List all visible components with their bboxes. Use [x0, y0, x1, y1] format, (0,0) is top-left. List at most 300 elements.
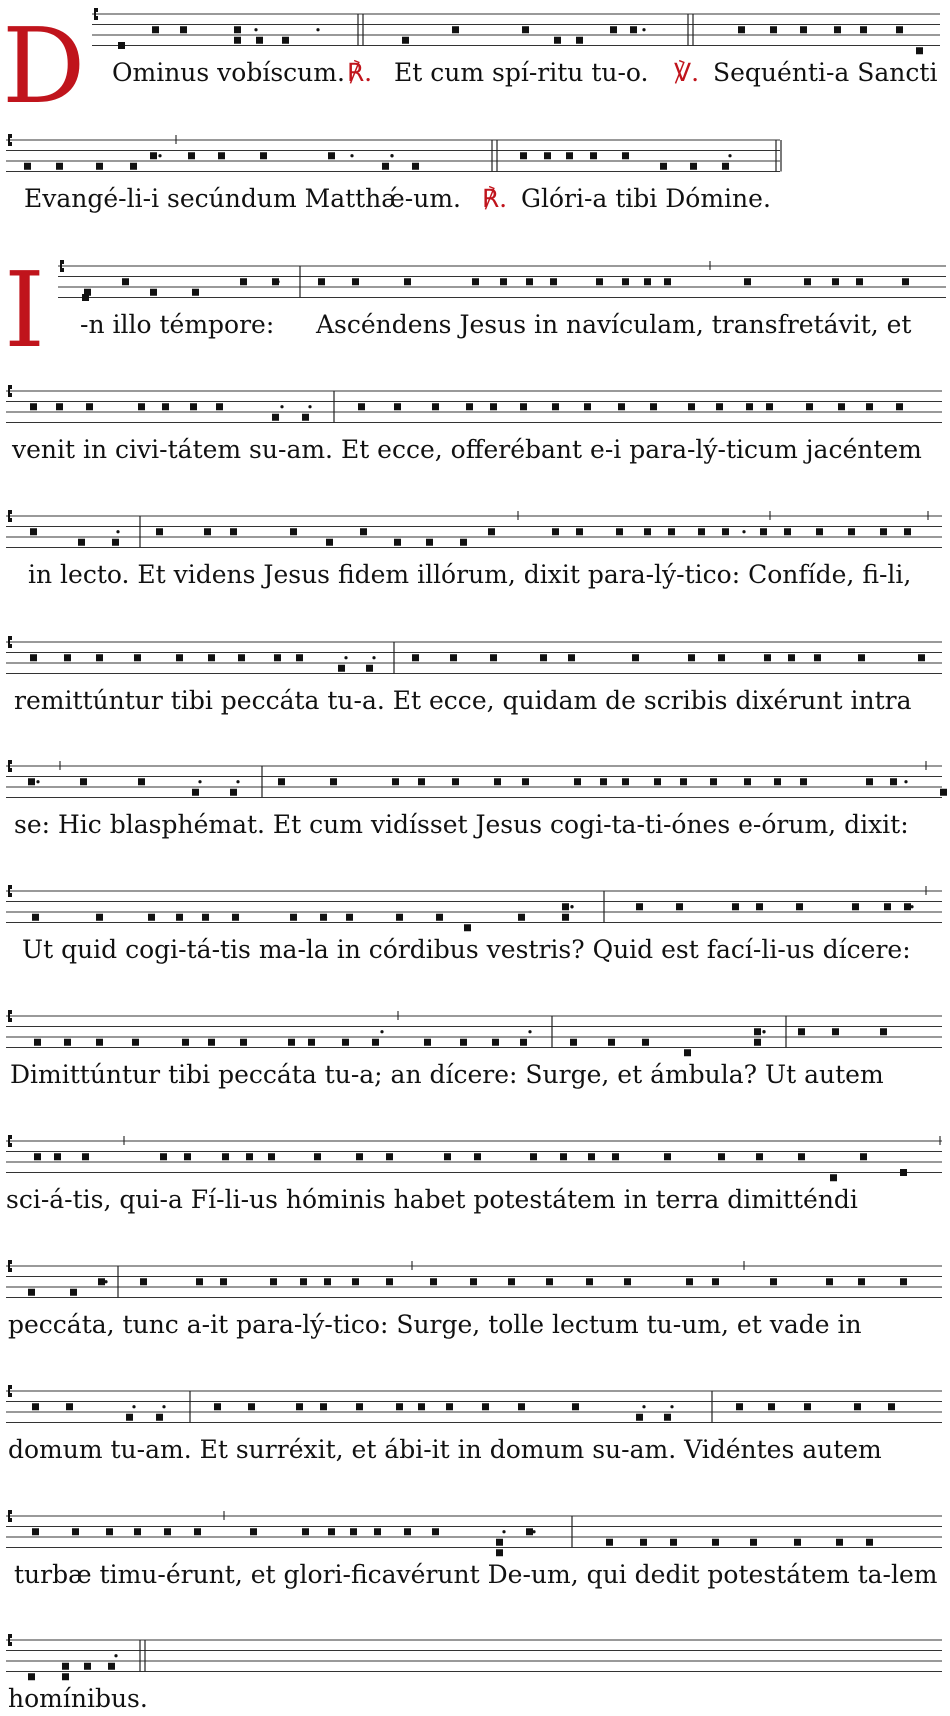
- neume-note: [622, 278, 629, 285]
- neume-note: [296, 654, 303, 661]
- staff-1: [0, 0, 950, 60]
- neume-note: [282, 37, 289, 44]
- mora-dot: [670, 1405, 673, 1408]
- staff-13: [0, 1502, 950, 1562]
- neume-note: [596, 278, 603, 285]
- neume-note: [710, 778, 717, 785]
- neume-note: [574, 778, 581, 785]
- neume-note: [86, 403, 93, 410]
- mora-dot: [198, 780, 201, 783]
- staff-8: [0, 877, 950, 937]
- neume-note: [858, 1278, 865, 1285]
- staff-11: [0, 1252, 950, 1312]
- neume-note: [356, 1153, 363, 1160]
- neume-note: [712, 1278, 719, 1285]
- neume-note: [56, 403, 63, 410]
- lyrics-line-5: [0, 558, 950, 592]
- neume-note: [208, 654, 215, 661]
- mora-dot: [116, 530, 119, 533]
- staff-3: [0, 252, 950, 312]
- staff-5: [0, 502, 950, 562]
- neume-note: [618, 403, 625, 410]
- mora-dot: [390, 154, 393, 157]
- neume-note: [562, 903, 569, 910]
- neume-note: [474, 1153, 481, 1160]
- neume-note: [192, 289, 199, 296]
- mora-dot: [570, 905, 573, 908]
- mora-dot: [104, 1280, 107, 1283]
- neume-note: [490, 403, 497, 410]
- mora-dot: [532, 1530, 535, 1533]
- lyric-text: peccáta, tunc a-it para-lý-tico: Surge, tolle lectum tu-um, et vade in: [8, 1310, 862, 1339]
- neume-note: [492, 1039, 499, 1046]
- staff-10: [0, 1127, 950, 1187]
- neume-note: [654, 778, 661, 785]
- mora-dot: [132, 1405, 135, 1408]
- lyrics-line-2: [0, 182, 950, 216]
- neume-note: [204, 528, 211, 535]
- neume-note: [660, 163, 667, 170]
- neume-note: [522, 26, 529, 33]
- neume-note: [156, 1414, 163, 1421]
- neume-note: [272, 414, 279, 421]
- neume-note: [632, 654, 639, 661]
- neume-note: [482, 1403, 489, 1410]
- neume-note: [464, 924, 471, 931]
- neume-note: [404, 278, 411, 285]
- neume-note: [900, 1278, 907, 1285]
- neume-note: [494, 778, 501, 785]
- neume-note: [552, 403, 559, 410]
- neume-note: [836, 1539, 843, 1546]
- neume-note: [750, 1539, 757, 1546]
- neume-note: [352, 1278, 359, 1285]
- neume-note: [418, 1403, 425, 1410]
- neume-note: [184, 1153, 191, 1160]
- neume-note: [358, 403, 365, 410]
- lyric-text: venit in civi-tátem su-am. Et ecce, offerébant e-i para-lý-ticum jacéntem: [12, 435, 922, 464]
- neume-note: [756, 903, 763, 910]
- neume-note: [744, 778, 751, 785]
- lyric-text: turbæ timu-érunt, et glori-ficavérunt De-um, qui dedit potestátem ta-lem: [14, 1560, 938, 1589]
- mora-dot: [36, 780, 39, 783]
- neume-note: [490, 654, 497, 661]
- neume-note: [756, 1153, 763, 1160]
- neume-note: [544, 152, 551, 159]
- lyric-text: Ut quid cogi-tá-tis ma-la in córdibus vestris? Quid est fací-li-us dícere:: [22, 935, 911, 964]
- neume-note: [446, 1403, 453, 1410]
- neume-note: [352, 278, 359, 285]
- neume-note: [360, 528, 367, 535]
- neume-note: [520, 1039, 527, 1046]
- neume-note: [636, 903, 643, 910]
- neume-note: [796, 903, 803, 910]
- neume-note: [518, 914, 525, 921]
- neume-note: [150, 289, 157, 296]
- neume-note: [320, 1403, 327, 1410]
- neume-note: [664, 1414, 671, 1421]
- mora-dot: [742, 530, 745, 533]
- neume-note: [160, 1153, 167, 1160]
- neume-note: [834, 26, 841, 33]
- neume-note: [754, 1028, 761, 1035]
- lyrics-line-13: [0, 1558, 950, 1592]
- staff-14: [0, 1626, 950, 1686]
- neume-note: [770, 26, 777, 33]
- neume-note: [680, 778, 687, 785]
- neume-note: [372, 1039, 379, 1046]
- lyric-text: in lecto. Et videns Jesus fidem illórum, dixit para-lý-tico: Confíde, fi-li,: [28, 560, 912, 589]
- mora-dot: [380, 1030, 383, 1033]
- lyrics-line-10: [0, 1183, 950, 1217]
- neume-note: [880, 1028, 887, 1035]
- neume-note: [716, 403, 723, 410]
- neume-note: [940, 789, 947, 796]
- neume-note: [188, 152, 195, 159]
- neume-note: [754, 1039, 761, 1046]
- neume-note: [566, 152, 573, 159]
- lyric-text: domum tu-am. Et surréxit, et ábi-it in domum su-am. Vidéntes autem: [8, 1435, 882, 1464]
- neume-note: [338, 665, 345, 672]
- neume-note: [240, 278, 247, 285]
- neume-note: [452, 26, 459, 33]
- neume-note: [214, 1403, 221, 1410]
- neume-note: [426, 539, 433, 546]
- neume-note: [806, 403, 813, 410]
- neume-note: [32, 1403, 39, 1410]
- lyrics-line-6: [0, 684, 950, 718]
- neume-note: [838, 403, 845, 410]
- mora-dot: [308, 405, 311, 408]
- neume-note: [274, 654, 281, 661]
- neume-note: [430, 1278, 437, 1285]
- neume-note: [30, 654, 37, 661]
- neume-note: [328, 152, 335, 159]
- neume-note: [84, 1663, 91, 1670]
- neume-note: [126, 1414, 133, 1421]
- neume-note: [230, 528, 237, 535]
- neume-note: [290, 914, 297, 921]
- neume-note: [138, 403, 145, 410]
- neume-note: [880, 528, 887, 535]
- neume-note: [610, 26, 617, 33]
- neume-note: [746, 403, 753, 410]
- lyric-text: Ominus vobíscum.: [112, 58, 345, 87]
- neume-note: [684, 1049, 691, 1056]
- neume-note: [866, 403, 873, 410]
- neume-note: [866, 778, 873, 785]
- neume-note: [72, 1528, 79, 1535]
- neume-note: [80, 778, 87, 785]
- neume-note: [350, 1528, 357, 1535]
- mora-dot: [528, 1030, 531, 1033]
- neume-note: [96, 914, 103, 921]
- neume-note: [164, 1528, 171, 1535]
- neume-note: [860, 26, 867, 33]
- neume-note: [606, 1539, 613, 1546]
- neume-note: [30, 403, 37, 410]
- neume-note: [686, 1278, 693, 1285]
- neume-note: [644, 528, 651, 535]
- neume-note: [130, 163, 137, 170]
- neume-note: [30, 528, 37, 535]
- neume-note: [230, 789, 237, 796]
- neume-note: [134, 1528, 141, 1535]
- neume-note: [152, 26, 159, 33]
- neume-note: [526, 1528, 533, 1535]
- mora-dot: [906, 530, 909, 533]
- neume-note: [140, 1278, 147, 1285]
- neume-note: [302, 414, 309, 421]
- staff-2: [0, 126, 950, 186]
- neume-note: [444, 1153, 451, 1160]
- neume-note: [546, 1278, 553, 1285]
- neume-note: [424, 1039, 431, 1046]
- neume-note: [496, 1549, 503, 1556]
- mora-dot: [276, 280, 279, 283]
- neume-note: [644, 278, 651, 285]
- neume-note: [182, 1039, 189, 1046]
- neume-note: [736, 1403, 743, 1410]
- neume-note: [28, 1673, 35, 1680]
- lyrics-line-14: [0, 1682, 950, 1716]
- lyric-text: remittúntur tibi peccáta tu-a. Et ecce, quidam de scribis dixérunt intra: [14, 686, 912, 715]
- neume-note: [450, 654, 457, 661]
- mora-dot: [114, 1654, 117, 1657]
- neume-note: [326, 539, 333, 546]
- mora-dot: [642, 28, 645, 31]
- neume-note: [452, 778, 459, 785]
- neume-note: [64, 654, 71, 661]
- lyric-text: -n illo témpore:: [80, 310, 275, 339]
- neume-note: [918, 654, 925, 661]
- neume-note: [324, 1278, 331, 1285]
- neume-note: [56, 163, 63, 170]
- neume-note: [268, 1153, 275, 1160]
- neume-note: [550, 278, 557, 285]
- neume-note: [616, 528, 623, 535]
- staff-4: [0, 377, 950, 437]
- neume-note: [394, 403, 401, 410]
- neume-note: [522, 778, 529, 785]
- neume-note: [890, 778, 897, 785]
- neume-note: [314, 1153, 321, 1160]
- neume-note: [112, 539, 119, 546]
- lyric-text: Ascéndens Jesus in navículam, transfretávit, et: [316, 310, 912, 339]
- mora-dot: [386, 1280, 389, 1283]
- neume-note: [760, 528, 767, 535]
- neume-note: [718, 654, 725, 661]
- neume-note: [856, 278, 863, 285]
- neume-note: [826, 1278, 833, 1285]
- neume-note: [896, 26, 903, 33]
- staff-7: [0, 752, 950, 812]
- neume-note: [630, 26, 637, 33]
- neume-note: [308, 1039, 315, 1046]
- neume-note: [374, 1528, 381, 1535]
- lyric-text: sci-á-tis, qui-a Fí-li-us hóminis habet potestátem in terra dimitténdi: [6, 1185, 858, 1214]
- neume-note: [402, 37, 409, 44]
- neume-note: [356, 1403, 363, 1410]
- neume-note: [34, 1039, 41, 1046]
- neume-note: [192, 789, 199, 796]
- neume-note: [194, 1528, 201, 1535]
- neume-note: [220, 1278, 227, 1285]
- neume-note: [466, 403, 473, 410]
- neume-note: [688, 654, 695, 661]
- neume-note: [96, 654, 103, 661]
- mora-dot: [158, 154, 161, 157]
- neume-note: [108, 1663, 115, 1670]
- neume-note: [396, 914, 403, 921]
- neume-note: [394, 539, 401, 546]
- neume-note: [832, 278, 839, 285]
- neume-note: [300, 1278, 307, 1285]
- neume-note: [84, 289, 91, 296]
- neume-note: [722, 163, 729, 170]
- neume-note: [560, 1153, 567, 1160]
- neume-note: [722, 528, 729, 535]
- neume-note: [896, 403, 903, 410]
- mora-dot: [236, 780, 239, 783]
- neume-note: [718, 1153, 725, 1160]
- neume-note: [904, 903, 911, 910]
- neume-note: [860, 1153, 867, 1160]
- neume-note: [622, 152, 629, 159]
- lyrics-line-4: [0, 433, 950, 467]
- neume-note: [328, 1528, 335, 1535]
- neume-note: [432, 1528, 439, 1535]
- neume-note: [98, 1278, 105, 1285]
- neume-note: [624, 1278, 631, 1285]
- neume-note: [690, 163, 697, 170]
- neume-note: [698, 528, 705, 535]
- neume-note: [118, 42, 125, 49]
- neume-note: [800, 778, 807, 785]
- staff-6: [0, 628, 950, 688]
- neume-note: [180, 26, 187, 33]
- mora-dot: [372, 656, 375, 659]
- lyrics-line-1: [0, 56, 950, 90]
- neume-note: [496, 1539, 503, 1546]
- neume-note: [888, 1403, 895, 1410]
- mora-dot: [488, 530, 491, 533]
- neume-note: [622, 778, 629, 785]
- neume-note: [576, 37, 583, 44]
- neume-note: [132, 1039, 139, 1046]
- neume-note: [798, 1028, 805, 1035]
- staff-9: [0, 1002, 950, 1062]
- neume-note: [830, 1174, 837, 1181]
- neume-note: [62, 1673, 69, 1680]
- neume-note: [288, 1039, 295, 1046]
- neume-note: [664, 1153, 671, 1160]
- neume-note: [82, 1153, 89, 1160]
- neume-note: [588, 1153, 595, 1160]
- neume-note: [738, 26, 745, 33]
- neume-note: [138, 778, 145, 785]
- neume-note: [590, 152, 597, 159]
- neume-note: [234, 37, 241, 44]
- mora-dot: [280, 405, 283, 408]
- lyric-text: se: Hic blasphémat. Et cum vidísset Jesus cogi-ta-ti-ónes e-órum, dixit:: [14, 810, 909, 839]
- neume-note: [32, 914, 39, 921]
- neume-note: [382, 163, 389, 170]
- neume-note: [572, 1403, 579, 1410]
- neume-note: [676, 903, 683, 910]
- neume-note: [902, 278, 909, 285]
- neume-note: [608, 1039, 615, 1046]
- neume-note: [216, 403, 223, 410]
- neume-note: [852, 903, 859, 910]
- neume-note: [296, 1403, 303, 1410]
- neume-note: [392, 778, 399, 785]
- neume-note: [766, 403, 773, 410]
- neume-note: [612, 1153, 619, 1160]
- neume-note: [770, 1278, 777, 1285]
- neume-note: [600, 778, 607, 785]
- neume-note: [576, 528, 583, 535]
- neume-note: [238, 654, 245, 661]
- neume-note: [162, 403, 169, 410]
- neume-note: [34, 1153, 41, 1160]
- neume-note: [436, 914, 443, 921]
- neume-note: [64, 1039, 71, 1046]
- neume-note: [150, 152, 157, 159]
- mora-dot: [254, 28, 257, 31]
- neume-note: [568, 654, 575, 661]
- lyric-text: Sequénti-a Sancti: [713, 58, 938, 87]
- neume-note: [106, 1528, 113, 1535]
- lyrics-line-9: [0, 1058, 950, 1092]
- response-symbol: ℟.: [482, 184, 508, 213]
- neume-note: [404, 1528, 411, 1535]
- neume-note: [508, 1278, 515, 1285]
- neume-note: [804, 278, 811, 285]
- mora-dot: [316, 28, 319, 31]
- neume-note: [234, 26, 241, 33]
- neume-note: [418, 778, 425, 785]
- lyric-text: Glóri-a tibi Dómine.: [521, 184, 771, 213]
- neume-note: [240, 1039, 247, 1046]
- neume-note: [788, 654, 795, 661]
- neume-note: [176, 914, 183, 921]
- neume-note: [342, 1039, 349, 1046]
- neume-note: [520, 403, 527, 410]
- neume-note: [584, 403, 591, 410]
- lyrics-line-12: [0, 1433, 950, 1467]
- neume-note: [302, 1528, 309, 1535]
- neume-note: [848, 528, 855, 535]
- neume-note: [366, 665, 373, 672]
- mora-dot: [762, 1030, 765, 1033]
- response-symbol: ℟.: [347, 58, 373, 87]
- neume-note: [636, 1414, 643, 1421]
- neume-note: [670, 1539, 677, 1546]
- initial-letter-d: D: [2, 5, 86, 127]
- neume-note: [688, 403, 695, 410]
- neume-note: [642, 1039, 649, 1046]
- neume-note: [518, 1403, 525, 1410]
- neume-note: [640, 1539, 647, 1546]
- neume-note: [28, 778, 35, 785]
- neume-note: [798, 1153, 805, 1160]
- mora-dot: [344, 656, 347, 659]
- neume-note: [278, 778, 285, 785]
- neume-note: [884, 903, 891, 910]
- neume-note: [256, 37, 263, 44]
- neume-note: [176, 654, 183, 661]
